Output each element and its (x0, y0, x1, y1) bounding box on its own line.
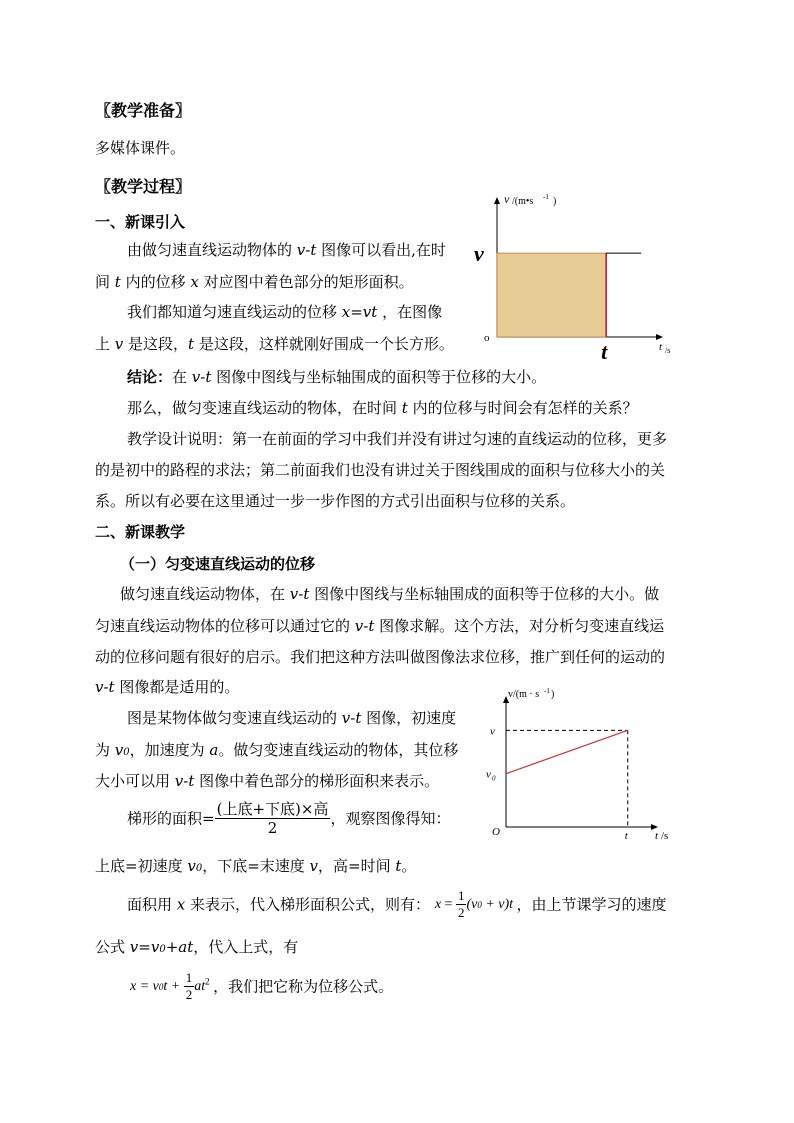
teach-p1-line1: 做匀速直线运动物体，在 v-t 图像中图线与坐标轴围成的面积等于位移的大小。做 (120, 585, 660, 603)
design-note-line3: 系。所以有必要在这里通过一步一步作图的方式引出面积与位移的关系。 (95, 492, 576, 510)
chart1-x-unit: /s (665, 346, 671, 355)
teach-p2-line2: 为 v0，加速度为 a。做匀变速直线运动的物体，其位移 (95, 741, 459, 759)
displacement-formula-line: x = v0t + $\frac{1}{2}$ $at^2$ ，我们把它称为位移公式。 (130, 970, 394, 1002)
chart2-v0-sub: 0 (492, 774, 496, 783)
design-note-line2: 的是初中的路程的求法；第二前面我们也没有讲过关于图线围成的面积与位移大小的关 (95, 461, 666, 479)
chart1-y-unit-close: ) (553, 196, 557, 207)
bases-line: 上底=初速度 v0，下底=末速度 v，高=时间 t。 (95, 857, 417, 875)
area-substitution-line: 面积用 x 来表示，代入梯形面积公式，则有： x = $\frac{1}{2}$ (v0 + v)t ，由上节课学习的速度 (127, 888, 667, 920)
displacement-equation: x = v0t + $\frac{1}{2}$ $at^2$ (130, 970, 210, 1002)
chart2-x-label: t (655, 830, 659, 842)
sub1-heading: （一）匀变速直线运动的位移 (120, 555, 316, 573)
area-equation: x = $\frac{1}{2}$ (v0 + v)t (434, 888, 514, 920)
question-line: 那么，做匀变速直线运动的物体，在时间 t 内的位移与时间会有怎样的关系？ (127, 399, 638, 417)
design-note-line1: 教学设计说明：第一在前面的学习中我们并没有讲过匀速的直线运动的位移，更多 (127, 430, 668, 448)
trapezoid-fraction: $\frac{\text{(上底+下底)×高}}{2}$ (216, 800, 329, 837)
chart1-y-unit-exp: -1 (543, 193, 549, 201)
teach-p2-line1: 图是某物体做匀变速直线运动的 v-t 图像，初速度 (127, 709, 457, 727)
chart2-v0-tick: v (486, 768, 491, 781)
chart1-x-label: t (659, 341, 663, 353)
prep-text: 多媒体课件。 (95, 139, 186, 157)
teach-p1-line3: 动的位移问题有很好的启示。我们把这种方法叫做图像法求位移，推广到任何的运动的 (95, 648, 666, 666)
teach-p2-line3: 大小可以用 v-t 图像中着色部分的梯形面积来表示。 (95, 772, 440, 790)
trapezoid-formula-line: 梯形的面积= $\frac{\text{(上底+下底)×高}}{2}$ ，观察图像得知： (127, 800, 451, 837)
part2-heading: 二、新课教学 (95, 523, 186, 541)
prep-heading: 〖教学准备〗 (95, 101, 192, 120)
process-heading: 〖教学过程〗 (95, 177, 192, 196)
chart1-t-mark: t (601, 339, 608, 364)
intro-line1: 由做匀速直线运动物体的 v-t 图像可以看出,在时 (127, 241, 446, 259)
chart2-x-unit: /s (661, 830, 669, 842)
chart1-y-label: v (504, 192, 510, 206)
velocity-formula-line: 公式 v=v0+at，代入上式，有 (95, 938, 299, 956)
conclusion-line: 结论：在 v-t 图像中图线与坐标轴围成的面积等于位移的大小。 (127, 368, 547, 386)
chart-uniform-acceleration (478, 685, 678, 845)
chart2-origin: O (492, 826, 500, 838)
chart2-y-label: v/(m · s (508, 689, 540, 700)
chart1-area-rect (497, 253, 606, 337)
chart1-v-mark: v (474, 241, 484, 267)
chart2-v-tick: v (490, 725, 495, 738)
chart1-y-unit: /(m•s (512, 196, 534, 207)
chart1-origin: o (484, 332, 490, 344)
chart2-velocity-line (506, 730, 628, 773)
intro-line2: 间 t 内的位移 x 对应图中着色部分的矩形面积。 (95, 273, 414, 291)
chart2-y-label-close: ) (551, 689, 555, 700)
chart2-t-tick: t (624, 830, 628, 842)
intro-line3: 我们都知道匀速直线运动的位移 x=vt ，在图像 (127, 303, 443, 321)
teach-p1-line4: v-t 图像都是适用的。 (95, 678, 240, 696)
intro-line4: 上 v 是这段，t 是这段，这样就刚好围成一个长方形。 (95, 335, 454, 353)
teach-p1-line2: 匀速直线运动物体的位移可以通过它的 v-t 图像求解。这个方法，对分析匀变速直线运 (95, 617, 665, 635)
chart2-y-label-exp: -1 (544, 687, 550, 695)
chart-uniform-motion (470, 190, 685, 365)
part1-heading: 一、新课引入 (95, 213, 186, 231)
